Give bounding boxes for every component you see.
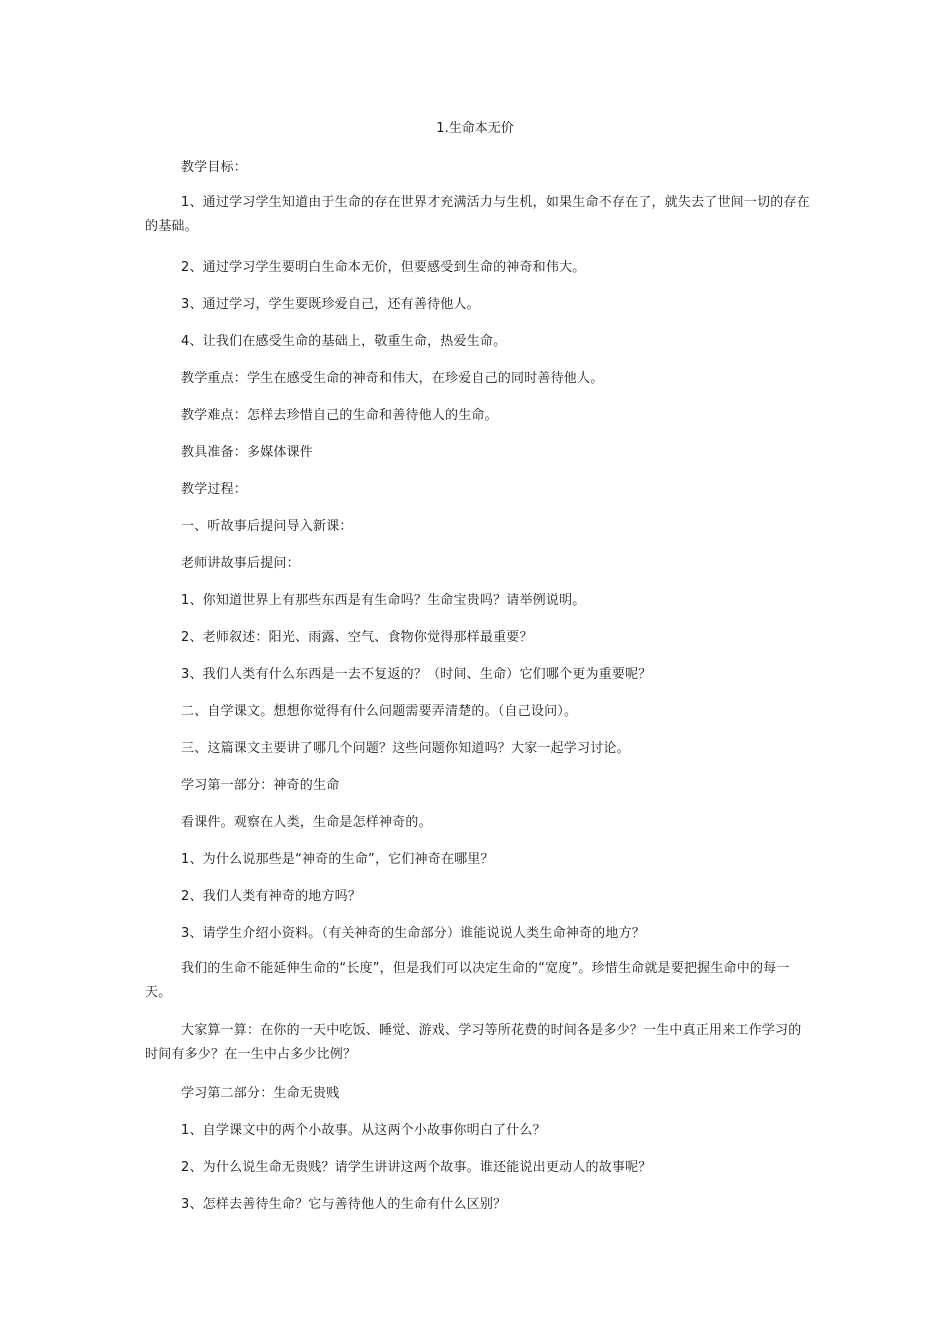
- process-heading: 教学过程：: [181, 482, 248, 497]
- part-2-heading: 学习第二部分：生命无贵贱: [181, 1086, 340, 1101]
- difficulty: 教学难点：怎样去珍惜自己的生命和善待他人的生命。: [181, 408, 498, 423]
- materials: 教具准备：多媒体课件: [181, 445, 314, 460]
- part-1-question-3: 3、请学生介绍小资料。（有关神奇的生命部分）谁能说说人类生命神奇的地方？: [181, 926, 645, 941]
- teacher-story: 老师讲故事后提问：: [181, 556, 300, 571]
- part-2-question-3: 3、怎样去善待生命？它与善待他人的生命有什么区别？: [181, 1197, 507, 1212]
- objective-4: 4、让我们在感受生命的基础上，敬重生命，热爱生命。: [181, 334, 507, 349]
- key-point: 教学重点：学生在感受生命的神奇和伟大，在珍爱自己的同时善待他人。: [181, 371, 604, 386]
- question-1: 1、你知道世界上有那些东西是有生命吗？生命宝贵吗？请举例说明。: [181, 593, 586, 608]
- step-2: 二、自学课文。想想你觉得有什么问题需要弄清楚的。（自己设问）。: [181, 704, 578, 719]
- objective-1: 1、通过学习学生知道由于生命的存在世界才充满活力与生机，如果生命不存在了，就失去了世间一切的存在的基础。: [145, 195, 810, 234]
- objective-3: 3、通过学习，学生要既珍爱自己，还有善待他人。: [181, 297, 480, 312]
- step-3: 三、这篇课文主要讲了哪几个问题？这些问题你知道吗？大家一起学习讨论。: [181, 741, 630, 756]
- question-2: 2、老师叙述：阳光、雨露、空气、食物你觉得那样最重要？: [181, 630, 533, 645]
- part-1-question-1: 1、为什么说那些是“神奇的生命”，它们神奇在哪里？: [181, 852, 494, 867]
- calculation-paragraph: 大家算一算：在你的一天中吃饭、睡觉、游戏、学习等所花费的时间各是多少？一生中真正用来工作学习的时间有多少？在一生中占多少比例？: [145, 1023, 802, 1062]
- question-3: 3、我们人类有什么东西是一去不复返的？（时间、生命）它们哪个更为重要呢？: [181, 667, 652, 682]
- part-2-question-1: 1、自学课文中的两个小故事。从这两个小故事你明白了什么？: [181, 1123, 546, 1138]
- part-1-heading: 学习第一部分：神奇的生命: [181, 778, 340, 793]
- part-1-question-2: 2、我们人类有神奇的地方吗？: [181, 889, 362, 904]
- part-2-question-2: 2、为什么说生命无贵贱？请学生讲讲这两个故事。谁还能说出更动人的故事呢？: [181, 1160, 652, 1175]
- life-length-paragraph: 我们的生命不能延伸生命的“长度”，但是我们可以决定生命的“宽度”。珍惜生命就是要把握生命中的每一天。: [145, 961, 790, 1000]
- step-1: 一、听故事后提问导入新课：: [181, 519, 353, 534]
- document-title: 1.生命本无价: [436, 121, 514, 136]
- objective-2: 2、通过学习学生要明白生命本无价，但要感受到生命的神奇和伟大。: [181, 260, 586, 275]
- objectives-heading: 教学目标：: [181, 160, 248, 175]
- part-1-intro: 看课件。观察在人类，生命是怎样神奇的。: [181, 815, 432, 830]
